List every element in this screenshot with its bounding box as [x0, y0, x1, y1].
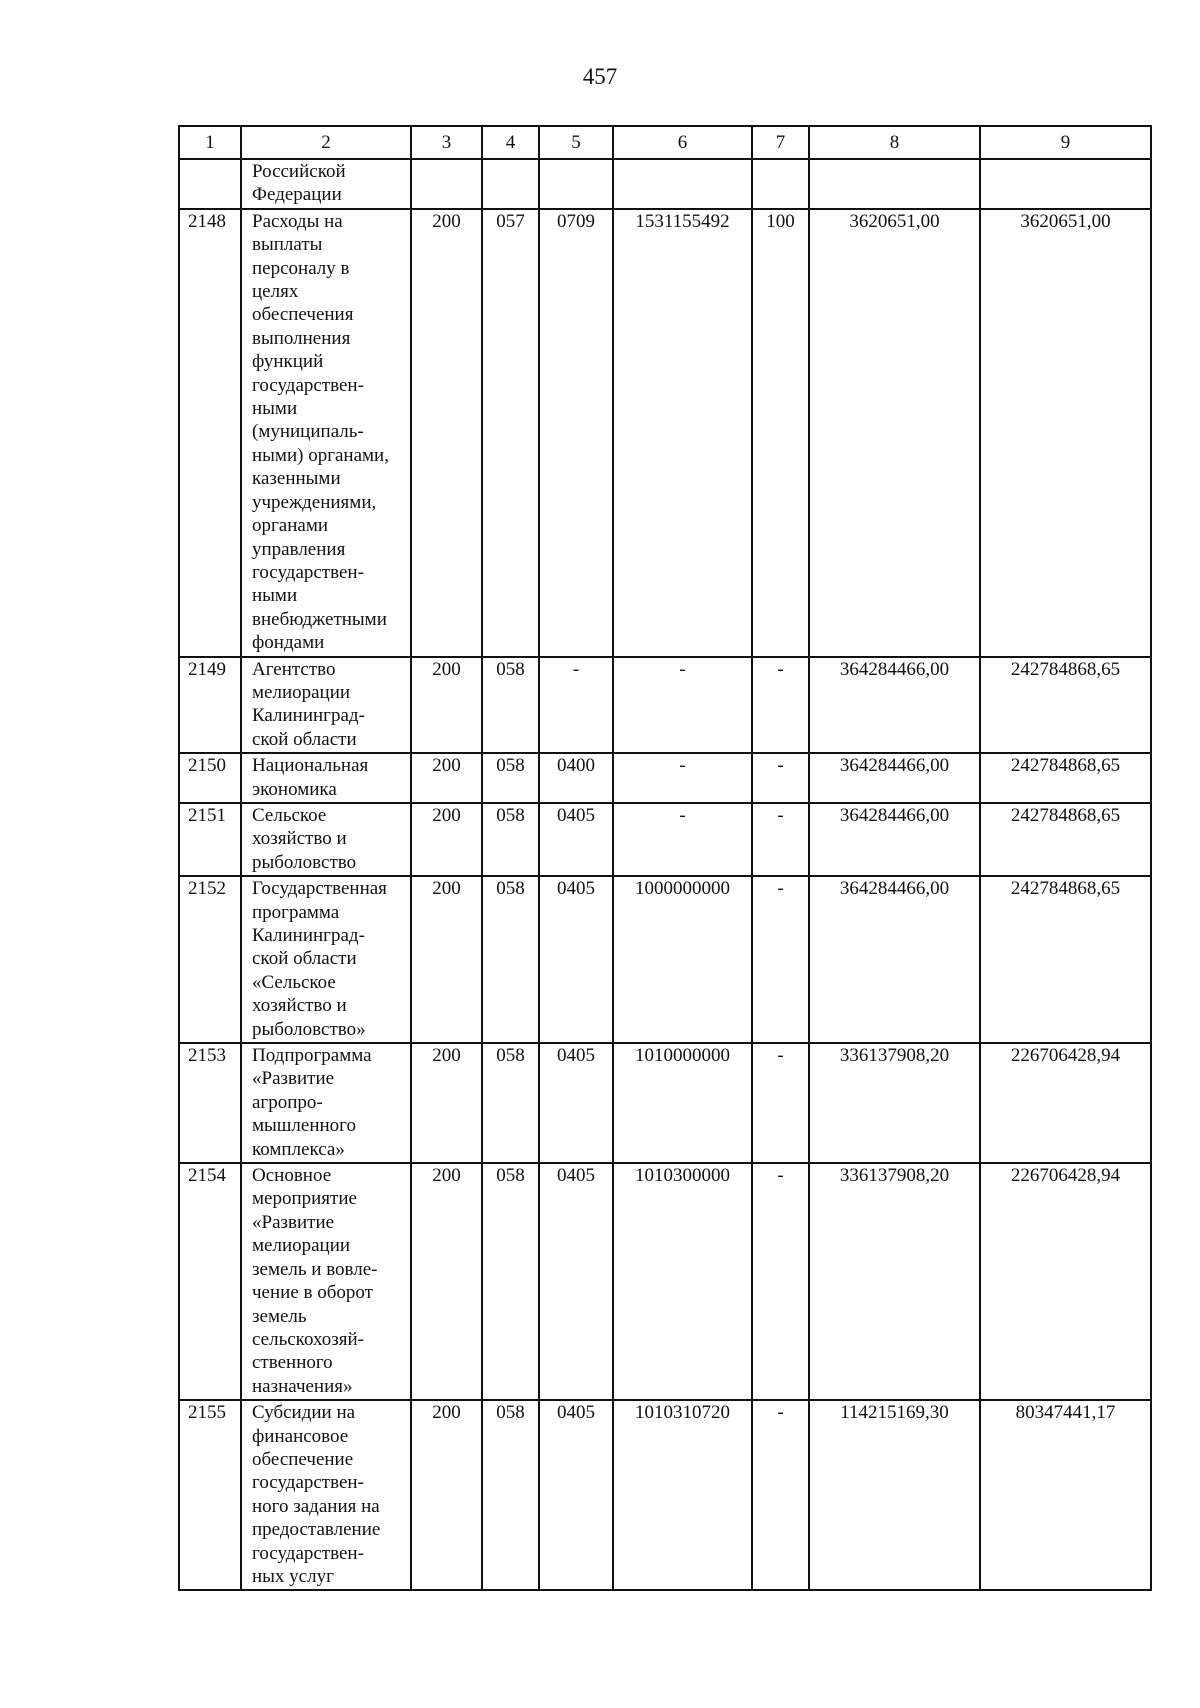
description-cell: Государственная программа Калининград- ской области «Сельское хозяйство и рыболовство»: [241, 876, 411, 1043]
header-cell: 6: [613, 126, 752, 159]
amount-cell: [809, 159, 980, 209]
code-cell: 0405: [539, 803, 613, 876]
table-header-row: [179, 126, 1151, 159]
code-cell: 0405: [539, 876, 613, 1043]
header-cell: 4: [482, 126, 539, 159]
code-cell: 1010300000: [613, 1163, 752, 1400]
code-cell: 058: [482, 1043, 539, 1163]
table-row: [179, 159, 1151, 209]
amount-cell: 336137908,20: [809, 1043, 980, 1163]
amount-cell: 114215169,30: [809, 1400, 980, 1590]
code-cell: 200: [411, 657, 482, 754]
table-row: [179, 1163, 1151, 1400]
code-cell: 058: [482, 657, 539, 754]
header-cell: 1: [179, 126, 241, 159]
code-cell: 200: [411, 1163, 482, 1400]
code-cell: 058: [482, 1163, 539, 1400]
code-cell: 058: [482, 753, 539, 803]
code-cell: -: [752, 1163, 809, 1400]
code-cell: 0405: [539, 1163, 613, 1400]
code-cell: -: [752, 803, 809, 876]
code-cell: [752, 159, 809, 209]
amount-cell: 80347441,17: [980, 1400, 1151, 1590]
table-row: [179, 753, 1151, 803]
amount-cell: [980, 159, 1151, 209]
row-number-cell: 2155: [179, 1400, 241, 1590]
code-cell: 0709: [539, 209, 613, 657]
amount-cell: 336137908,20: [809, 1163, 980, 1400]
code-cell: 058: [482, 876, 539, 1043]
table-row: [179, 1400, 1151, 1590]
code-cell: 058: [482, 803, 539, 876]
code-cell: 0405: [539, 1043, 613, 1163]
row-number-cell: 2154: [179, 1163, 241, 1400]
amount-cell: 242784868,65: [980, 657, 1151, 754]
page-number: 457: [582, 64, 618, 89]
code-cell: 200: [411, 803, 482, 876]
amount-cell: 3620651,00: [980, 209, 1151, 657]
code-cell: 0405: [539, 1400, 613, 1590]
code-cell: 058: [482, 1400, 539, 1590]
table-row: [179, 803, 1151, 876]
code-cell: -: [539, 657, 613, 754]
code-cell: [482, 159, 539, 209]
code-cell: -: [752, 1043, 809, 1163]
code-cell: 100: [752, 209, 809, 657]
amount-cell: 226706428,94: [980, 1043, 1151, 1163]
code-cell: -: [752, 753, 809, 803]
table-row: [179, 209, 1151, 657]
amount-cell: 364284466,00: [809, 803, 980, 876]
code-cell: 200: [411, 1400, 482, 1590]
code-cell: 200: [411, 1043, 482, 1163]
header-cell: 8: [809, 126, 980, 159]
description-cell: Подпрограмма «Развитие агропро- мышленного комплекса»: [241, 1043, 411, 1163]
row-number-cell: [179, 159, 241, 209]
amount-cell: 364284466,00: [809, 753, 980, 803]
row-number-cell: 2150: [179, 753, 241, 803]
description-cell: Основное мероприятие «Развитие мелиорации земель и вовле- чение в оборот земель сельскохозяй- ственного назначения»: [241, 1163, 411, 1400]
description-cell: Субсидии на финансовое обеспечение государствен- ного задания на предоставление государствен- ных услуг: [241, 1400, 411, 1590]
code-cell: 200: [411, 753, 482, 803]
code-cell: 200: [411, 209, 482, 657]
amount-cell: 242784868,65: [980, 753, 1151, 803]
header-cell: 5: [539, 126, 613, 159]
header-cell: 7: [752, 126, 809, 159]
code-cell: 057: [482, 209, 539, 657]
code-cell: -: [613, 657, 752, 754]
code-cell: 1000000000: [613, 876, 752, 1043]
header-cell: 3: [411, 126, 482, 159]
header-cell: 2: [241, 126, 411, 159]
code-cell: [539, 159, 613, 209]
code-cell: -: [613, 753, 752, 803]
code-cell: 0400: [539, 753, 613, 803]
code-cell: -: [752, 876, 809, 1043]
table-row: [179, 657, 1151, 754]
row-number-cell: 2151: [179, 803, 241, 876]
amount-cell: 3620651,00: [809, 209, 980, 657]
description-cell: Расходы на выплаты персоналу в целях обеспечения выполнения функций государствен- ными (муниципаль- ными) органами, казенными учреждениями, органами управления государствен- ными внебюджетными фондами: [241, 209, 411, 657]
description-cell: Национальная экономика: [241, 753, 411, 803]
header-cell: 9: [980, 126, 1151, 159]
code-cell: -: [752, 1400, 809, 1590]
row-number-cell: 2149: [179, 657, 241, 754]
budget-table: [178, 125, 1152, 1591]
code-cell: [613, 159, 752, 209]
code-cell: 1531155492: [613, 209, 752, 657]
amount-cell: 364284466,00: [809, 657, 980, 754]
amount-cell: 364284466,00: [809, 876, 980, 1043]
code-cell: 200: [411, 876, 482, 1043]
code-cell: -: [752, 657, 809, 754]
table-row: [179, 1043, 1151, 1163]
row-number-cell: 2152: [179, 876, 241, 1043]
amount-cell: 226706428,94: [980, 1163, 1151, 1400]
amount-cell: 242784868,65: [980, 876, 1151, 1043]
description-cell: Сельское хозяйство и рыболовство: [241, 803, 411, 876]
description-cell: Агентство мелиорации Калининград- ской области: [241, 657, 411, 754]
code-cell: -: [613, 803, 752, 876]
row-number-cell: 2153: [179, 1043, 241, 1163]
code-cell: 1010000000: [613, 1043, 752, 1163]
description-cell: Российской Федерации: [241, 159, 411, 209]
code-cell: [411, 159, 482, 209]
amount-cell: 242784868,65: [980, 803, 1151, 876]
row-number-cell: 2148: [179, 209, 241, 657]
table-row: [179, 876, 1151, 1043]
code-cell: 1010310720: [613, 1400, 752, 1590]
